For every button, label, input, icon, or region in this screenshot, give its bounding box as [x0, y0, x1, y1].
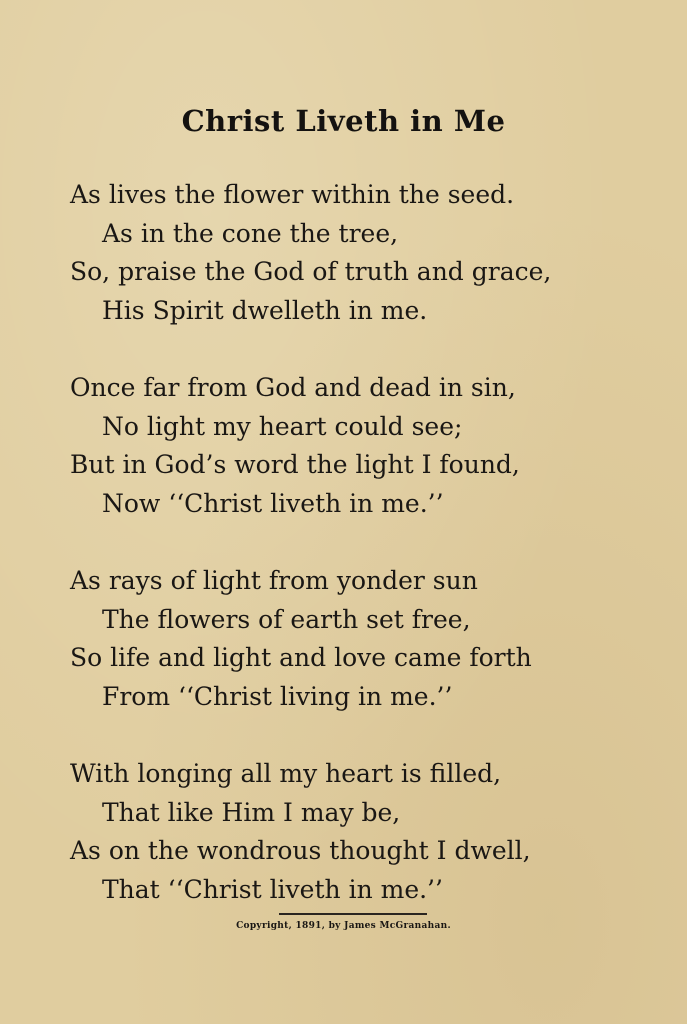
stanza-line: With longing all my heart is filled,	[70, 759, 502, 788]
stanza-line: As on the wondrous thought I dwell,	[70, 836, 531, 865]
stanza-line: As rays of light from yonder sun	[70, 566, 478, 595]
stanza-2	[0, 369, 687, 523]
poem-body	[0, 176, 687, 948]
stanza-line: The flowers of earth set free,	[102, 604, 471, 634]
stanza-line: Once far from God and dead in sin,	[70, 373, 516, 402]
stanza-line: As lives the flower within the seed.	[70, 180, 515, 209]
stanza-4	[0, 755, 687, 909]
copyright-notice: Copyright, 1891, by James McGranahan.	[236, 921, 451, 931]
stanza-1	[0, 176, 687, 330]
stanza-line: That ‘‘Christ liveth in me.’’	[102, 874, 443, 904]
stanza-line: So life and light and love came forth	[70, 643, 532, 672]
stanza-3	[0, 562, 687, 716]
stanza-line: From ‘‘Christ living in me.’’	[102, 681, 453, 711]
divider-rule	[279, 913, 427, 915]
stanza-line: His Spirit dwelleth in me.	[102, 295, 428, 325]
hymn-title: Christ Liveth in Me	[181, 104, 506, 138]
stanza-line: No light my heart could see;	[102, 411, 463, 441]
stanza-line: Now ‘‘Christ liveth in me.’’	[102, 488, 444, 518]
stanza-line: So, praise the God of truth and grace,	[70, 257, 552, 286]
stanza-line: That like Him I may be,	[102, 797, 401, 827]
stanza-line: But in God’s word the light I found,	[70, 450, 520, 479]
stanza-line: As in the cone the tree,	[102, 218, 399, 248]
